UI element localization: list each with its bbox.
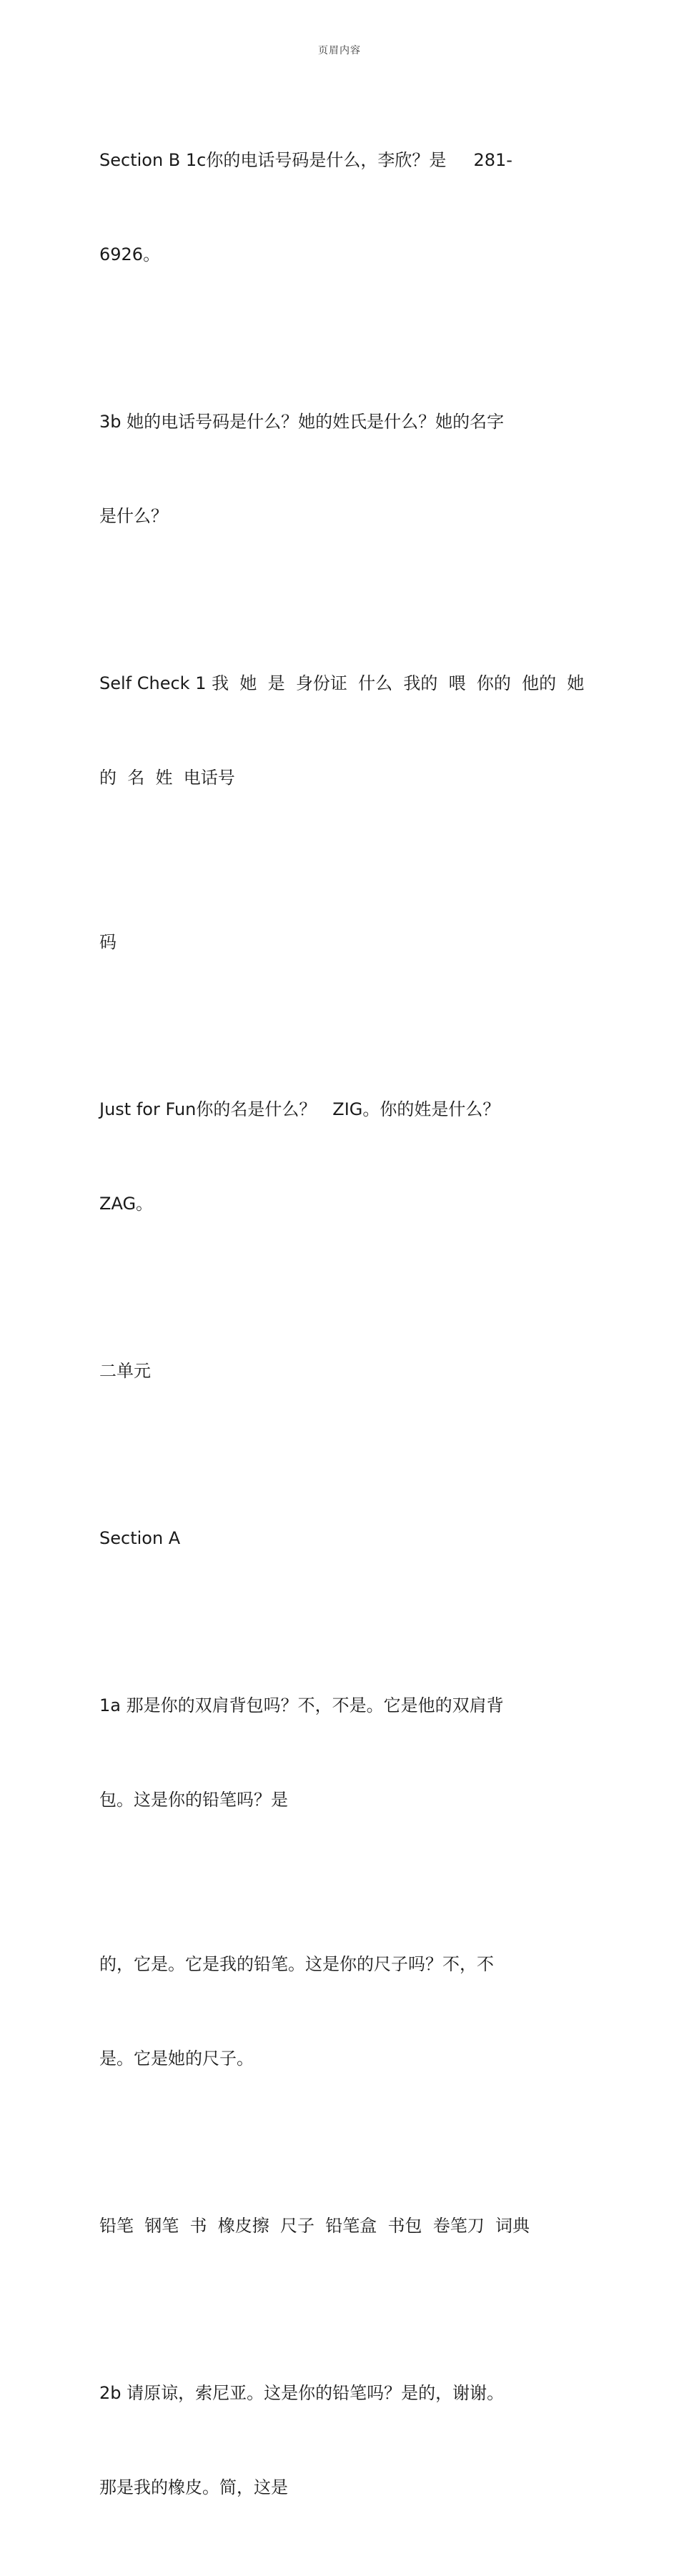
text-line: 二单元 <box>99 1361 151 1381</box>
text-line: 1a 那是你的双肩背包吗？不，不是。它是他的双肩背 <box>99 1695 504 1715</box>
text-line: 的，它是。它是我的铅笔。这是你的尺子吗？不，不 <box>99 1954 494 1974</box>
paragraph-1a <box>99 1627 585 1878</box>
text-line: ZAG。 <box>99 1194 154 1214</box>
document-body <box>99 81 585 2576</box>
text-line: Section A <box>99 1528 181 1548</box>
text-line: 3b 她的电话号码是什么？她的姓氏是什么？她的名字 <box>99 412 505 432</box>
paragraph-self-check <box>99 605 585 856</box>
text-line: 那是我的橡皮。简，这是 <box>99 2477 288 2497</box>
paragraph-ma <box>99 863 585 1021</box>
unit-heading <box>99 1292 585 1450</box>
paragraph-1a-cont <box>99 1886 585 2137</box>
paragraph-just-for-fun <box>99 1031 585 1282</box>
text-line: 是什么？ <box>99 506 168 526</box>
text-line: Just for Fun你的名是什么？ ZIG。你的姓是什么？ <box>99 1099 500 1119</box>
paragraph-2b <box>99 2314 585 2566</box>
page-header: 页眉内容 <box>318 45 361 56</box>
text-line: 的 名 姓 电话号 <box>99 768 235 788</box>
text-line: 是。它是她的尺子。 <box>99 2049 254 2069</box>
text-line: Self Check 1 我 她 是 身份证 什么 我的 喂 你的 他的 她 <box>99 673 585 693</box>
text-line: 2b 请原谅，索尼亚。这是你的铅笔吗？是的，谢谢。 <box>99 2383 505 2403</box>
text-line: 码 <box>99 932 117 952</box>
text-line: 铅笔 钢笔 书 橡皮擦 尺子 铅笔盒 书包 卷笔刀 词典 <box>99 2216 530 2236</box>
text-line: Section B 1c你的电话号码是什么，李欣？是 281- <box>99 150 512 170</box>
section-a-heading <box>99 1460 585 1617</box>
paragraph-vocab-list <box>99 2147 585 2304</box>
paragraph-section-b-1c <box>99 81 585 333</box>
text-line: 6926。 <box>99 244 161 264</box>
text-line: 包。这是你的铅笔吗？是 <box>99 1790 288 1810</box>
paragraph-3b <box>99 343 585 595</box>
